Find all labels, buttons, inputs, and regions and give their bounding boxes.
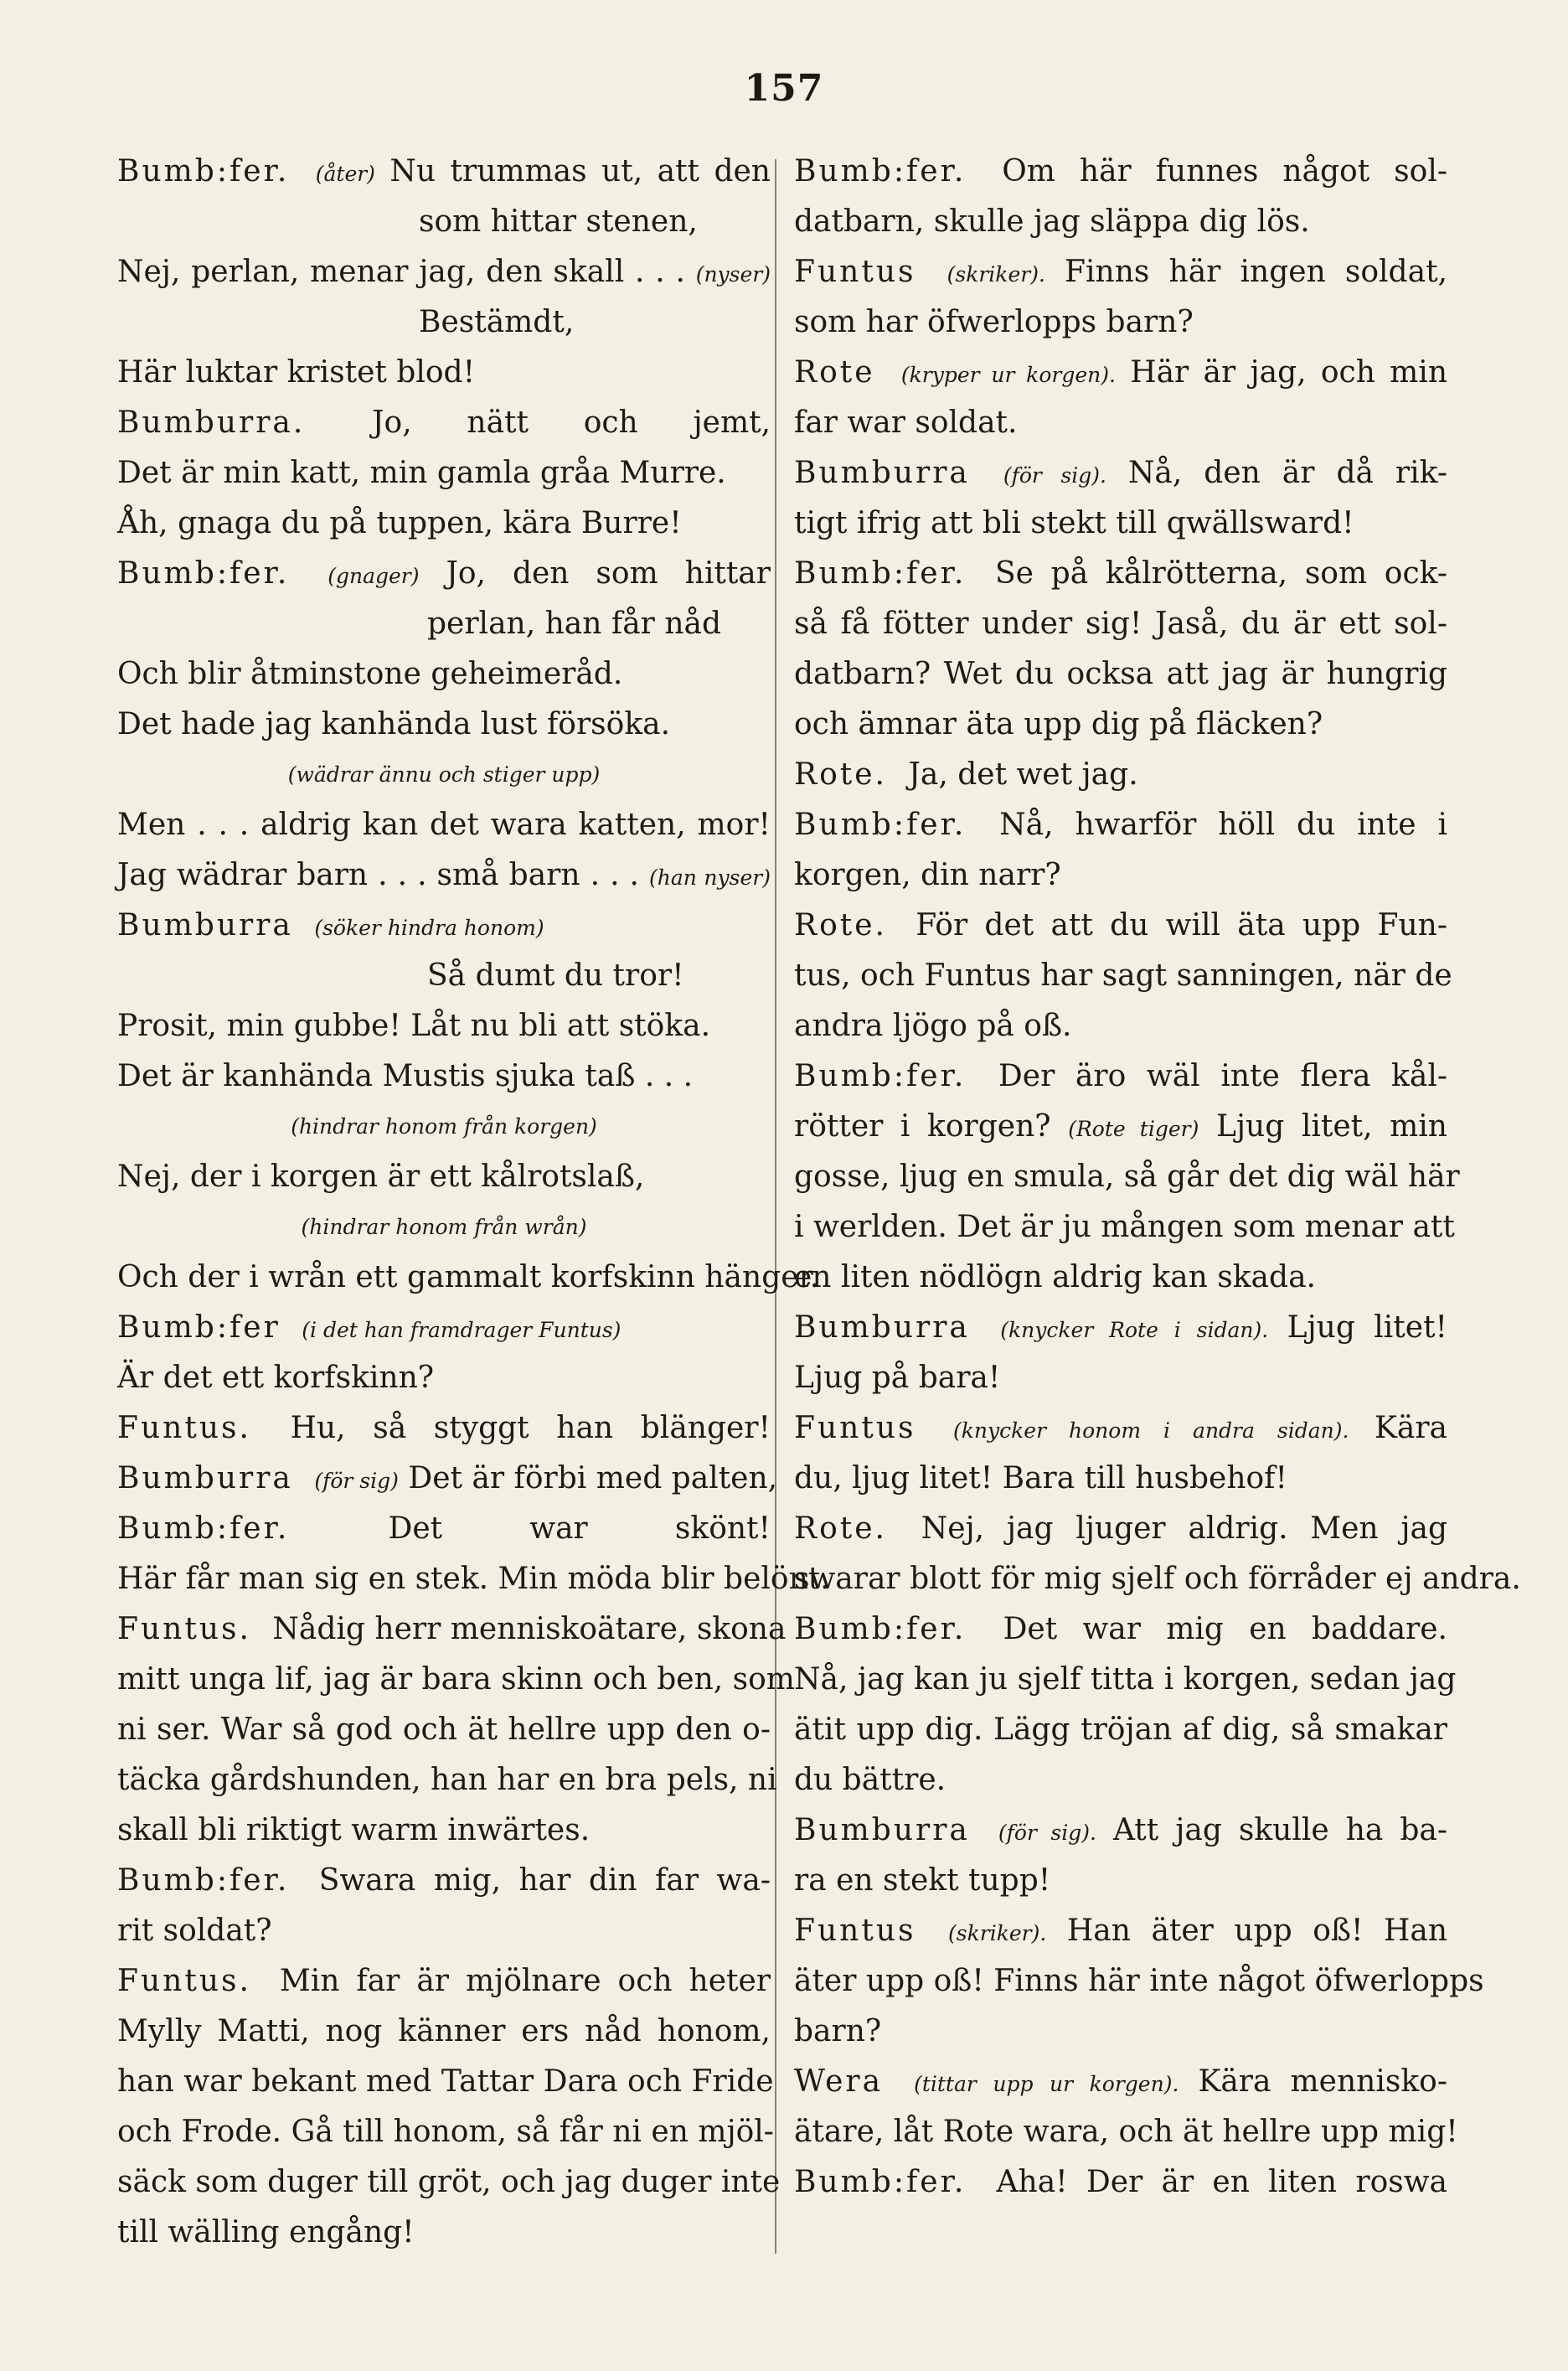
dialogue-text: Nej, jag ljuger aldrig. Men jag [921,1511,1447,1546]
dialogue-text: ätare, låt Rote wara, och ät hellre upp mig! [794,2115,1458,2149]
text-line [117,297,771,348]
text-line [794,398,1447,448]
text-line [794,1755,1447,1805]
text-line [117,1152,771,1202]
speaker-name: Bumburra [794,1310,970,1345]
text-line [117,398,771,448]
text-line [794,297,1447,348]
dialogue-text: Min far är mjölnare och heter [279,1964,771,1998]
stage-direction: (söker hindra honom) [314,916,544,940]
text-line [117,1202,771,1253]
text-line [794,700,1447,750]
speaker-name: Bumburra [117,908,293,943]
text-line [117,649,771,700]
stage-direction: (för sig) [314,1469,399,1493]
text-line [117,247,771,297]
text-line [117,1755,777,1805]
dialogue-text: och ämnar äta upp dig på fläcken? [794,707,1323,741]
speaker-name: Funtus [794,1411,916,1445]
text-line [794,750,1447,800]
dialogue-text: Nådig herr menniskoätare, skona [272,1612,787,1646]
text-line [794,901,1447,951]
dialogue-text: Åh, gnaga du på tuppen, kära Burre! [117,506,682,540]
dialogue-text: Han äter upp oß! Han [1066,1914,1447,1948]
dialogue-text: Här luktar kristet blod! [117,355,476,390]
dialogue-text: till wälling engång! [117,2215,415,2250]
speaker-name: Bumb:fer. [117,556,290,591]
speaker-name: Bumburra [117,1461,293,1495]
text-line [794,649,1447,700]
text-line [117,147,771,197]
dialogue-text: som har öfwerlopps barn? [794,305,1194,339]
text-line [794,197,1447,247]
text-line [794,498,1447,549]
dialogue-text: täcka gårdshunden, han har en bra pels, ni [117,1763,777,1797]
dialogue-text: far war soldat. [794,405,1018,440]
speaker-name: Bumb:fer. [794,154,967,189]
text-line [117,1403,771,1454]
dialogue-text: Nå, hwarför höll du inte i [999,808,1447,842]
dialogue-text: Är det ett korfskinn? [117,1361,435,1395]
speaker-name: Bumb:fer. [117,1863,290,1898]
dialogue-text: tigt ifrig att bli stekt till qwällsward! [794,506,1354,540]
text-line [794,599,1447,649]
speaker-name: Bumb:fer [117,1310,281,1345]
speaker-name: Bumb:fer. [117,154,290,189]
speaker-name: Bumburra [794,456,970,490]
stage-direction: (knycker honom i andra sidan). [953,1418,1349,1443]
text-line [794,1202,1455,1253]
stage-direction: (hindrar honom från korgen) [291,1114,597,1139]
stage-direction: (åter) [315,162,375,186]
text-line [117,700,771,750]
text-line [794,1856,1447,1906]
text-line [794,1303,1447,1353]
dialogue-text: Men . . . aldrig kan det wara katten, mor! [117,808,771,842]
text-line [117,1102,771,1152]
text-line [117,1856,771,1906]
speaker-name: Bumburra. [117,405,306,440]
text-line [794,1152,1460,1202]
dialogue-text: Mylly Matti, nog känner ers nåd honom, [117,2014,771,2048]
dialogue-text: och Frode. Gå till honom, så får ni en mjöl- [117,2115,774,2149]
dialogue-text: Ja, det wet jag. [908,757,1138,792]
dialogue-text: en liten nödlögn aldrig kan skada. [794,1260,1316,1294]
dialogue-text: rötter i korgen? [794,1109,1051,1144]
dialogue-text: Ljug litet! [1287,1310,1448,1345]
dialogue-text: han war bekant med Tattar Dara och Fride [117,2064,774,2099]
stage-direction: (han nyser) [649,865,771,890]
page-number: 157 [744,67,824,110]
dialogue-text: datbarn? Wet du ocksa att jag är hungrig [794,657,1447,691]
text-line [794,1554,1521,1604]
text-line [117,599,771,649]
text-line [117,901,771,951]
dialogue-text: Finns här ingen soldat, [1065,255,1447,289]
text-line [794,1253,1447,1303]
dialogue-text: andra ljögo på oß. [794,1009,1072,1043]
dialogue-text: Det är min katt, min gamla gråa Murre. [117,456,726,490]
text-line [794,1403,1447,1454]
text-line [117,800,771,850]
speaker-name: Rote. [794,1511,887,1546]
text-line [117,1554,830,1604]
text-line [117,1253,820,1303]
dialogue-text: perlan, han får nåd [427,607,722,641]
dialogue-text: Att jag skulle ha ba- [1112,1813,1448,1847]
dialogue-text: datbarn, skulle jag släppa dig lös. [794,204,1310,239]
speaker-name: Rote [794,355,875,390]
speaker-name: Bumb:fer. [794,1612,967,1646]
left-column [117,147,830,2258]
text-line [117,549,771,599]
dialogue-text: gosse, ljug en smula, så går det dig wäl här [794,1160,1460,1194]
stage-direction: (skriker). [946,262,1045,287]
dialogue-text: Hu, så styggt han blänger! [290,1411,771,1445]
text-line [117,1454,778,1504]
stage-direction: (knycker Rote i sidan). [1000,1318,1269,1342]
dialogue-text: tus, och Funtus har sagt sanningen, när de [794,958,1452,993]
text-line [117,197,771,247]
stage-direction: (tittar upp ur korgen). [914,2072,1179,2096]
text-line [794,1956,1484,2007]
text-line [117,2007,771,2057]
text-line [117,1705,771,1755]
stage-direction: (wädrar ännu och stiger upp) [287,762,601,787]
dialogue-text: Det är förbi med palten, [408,1461,778,1495]
dialogue-text: Det hade jag kanhända lust försöka. [117,707,671,741]
speaker-name: Funtus [794,255,916,289]
dialogue-text: Här är jag, och min [1130,355,1447,390]
text-line [117,1303,771,1353]
speaker-name: Funtus [794,1914,916,1948]
text-line [117,750,771,800]
text-line [117,1805,771,1856]
speaker-name: Bumburra [794,1813,970,1847]
dialogue-text: du, ljug litet! Bara till husbehof! [794,1461,1287,1495]
dialogue-text: Jo, den som hittar [446,556,771,591]
text-line [794,1604,1447,1655]
text-line [794,1906,1447,1956]
stage-direction: (nyser) [695,262,771,287]
dialogue-text: Ljug på bara! [794,1361,1001,1395]
speaker-name: Bumb:fer. [117,1511,290,1546]
dialogue-text: För det att du will äta upp Fun- [916,908,1447,943]
dialogue-text: Det war skönt! [388,1511,771,1546]
text-line [794,1454,1447,1504]
stage-direction: (gnager) [328,564,420,588]
text-line [794,147,1447,197]
dialogue-text: Ljug litet, min [1215,1109,1447,1144]
text-line [117,2107,774,2157]
right-column [794,147,1521,2208]
dialogue-text: Nej, der i korgen är ett kålrotslaß, [117,1160,645,1194]
text-line [117,1906,771,1956]
dialogue-text: Se på kålrötterna, som ock- [995,556,1447,591]
text-line [117,1504,771,1554]
text-line [794,850,1447,901]
text-line [117,1956,771,2007]
speaker-name: Bumb:fer. [794,556,967,591]
text-line [117,2057,774,2107]
dialogue-text: Jo, nätt och jemt, [372,405,771,440]
speaker-name: Rote. [794,908,887,943]
text-line [117,1353,771,1403]
column-divider [775,159,776,2254]
text-line [117,1051,771,1102]
text-line [117,498,771,549]
text-line [117,2157,781,2208]
dialogue-text: barn? [794,2014,882,2048]
speaker-name: Bumb:fer. [794,808,967,842]
speaker-name: Funtus. [117,1964,251,1998]
dialogue-text: Aha! Der är en liten roswa [996,2165,1447,2199]
dialogue-text: ätit upp dig. Lägg tröjan af dig, så smakar [794,1712,1447,1747]
text-line [794,247,1447,297]
dialogue-text: ni ser. War så god och ät hellre upp den o- [117,1712,771,1747]
dialogue-text: Nu trummas ut, att den [389,154,771,189]
dialogue-text: som hittar stenen, [419,204,698,239]
text-line [794,800,1447,850]
dialogue-text: Prosit, min gubbe! Låt nu bli att stöka. [117,1009,711,1043]
dialogue-text: Och der i wrån ett gammalt korfskinn hänger. [117,1260,820,1294]
dialogue-text: skall bli riktigt warm inwärtes. [117,1813,591,1847]
dialogue-text: Här får man sig en stek. Min möda blir belönt. [117,1562,830,1596]
stage-direction: (kryper ur korgen). [900,363,1116,387]
text-line [794,1504,1447,1554]
text-line [794,1001,1447,1051]
stage-direction: (för sig). [998,1821,1096,1845]
dialogue-text: Nå, jag kan ju sjelf titta i korgen, sedan jag [794,1662,1457,1697]
text-line [117,2208,771,2258]
dialogue-text: du bättre. [794,1763,946,1797]
text-line [794,549,1447,599]
dialogue-text: Nej, perlan, menar jag, den skall . . . [117,255,685,289]
text-line [117,448,771,498]
stage-direction: (hindrar honom från wrån) [301,1215,587,1239]
text-line [117,1604,787,1655]
dialogue-text: i werlden. Det är ju mången som menar att [794,1210,1455,1244]
speaker-name: Wera [794,2064,884,2099]
text-line [117,951,771,1001]
stage-direction: (för sig). [1003,463,1106,488]
text-line [117,1655,795,1705]
stage-direction: (skriker). [948,1921,1047,1945]
text-line [794,1655,1457,1705]
dialogue-text: Swara mig, har din far wa- [318,1863,771,1898]
text-line [794,2057,1447,2107]
text-line [794,2007,1447,2057]
dialogue-text: säck som duger till gröt, och jag duger inte [117,2165,781,2199]
text-line [794,348,1447,398]
stage-direction: (Rote tiger) [1068,1117,1199,1141]
dialogue-text: så få fötter under sig! Jaså, du är ett sol- [794,607,1447,641]
dialogue-text: Kära mennisko- [1198,2064,1447,2099]
speaker-name: Funtus. [117,1411,251,1445]
dialogue-text: Der äro wäl inte flera kål- [998,1059,1447,1093]
dialogue-text: Så dumt du tror! [427,958,684,993]
text-line [794,2107,1458,2157]
dialogue-text: Det är kanhända Mustis sjuka taß . . . [117,1059,694,1093]
speaker-name: Funtus. [117,1612,251,1646]
dialogue-text: Om här funnes något sol- [1002,154,1447,189]
text-line [117,1001,771,1051]
text-line [794,1051,1447,1102]
dialogue-text: mitt unga lif, jag är bara skinn och ben, som [117,1662,795,1697]
dialogue-text: Kära [1374,1411,1448,1445]
text-line [794,2157,1447,2208]
dialogue-text: ra en stekt tupp! [794,1863,1051,1898]
dialogue-text: äter upp oß! Finns här inte något öfwerlopps [794,1964,1484,1998]
text-line [794,1805,1447,1856]
text-line [117,348,771,398]
dialogue-text: Jag wädrar barn . . . små barn . . . [117,858,639,892]
text-line [794,1102,1447,1152]
speaker-name: Bumb:fer. [794,1059,967,1093]
dialogue-text: swarar blott för mig sjelf och förråder ej andra. [794,1562,1521,1596]
speaker-name: Rote. [794,757,887,792]
speaker-name: Bumb:fer. [794,2165,967,2199]
dialogue-text: rit soldat? [117,1914,272,1948]
stage-direction: (i det han framdrager Funtus) [302,1318,622,1342]
text-line [794,448,1447,498]
dialogue-text: Och blir åtminstone geheimeråd. [117,657,623,691]
dialogue-text: Nå, den är då rik- [1127,456,1447,490]
text-line [794,1705,1447,1755]
text-line [117,850,771,901]
dialogue-text: Bestämdt, [419,305,575,339]
text-line [794,951,1452,1001]
dialogue-text: korgen, din narr? [794,858,1061,892]
dialogue-text: Det war mig en baddare. [1003,1612,1447,1646]
text-line [794,1353,1447,1403]
